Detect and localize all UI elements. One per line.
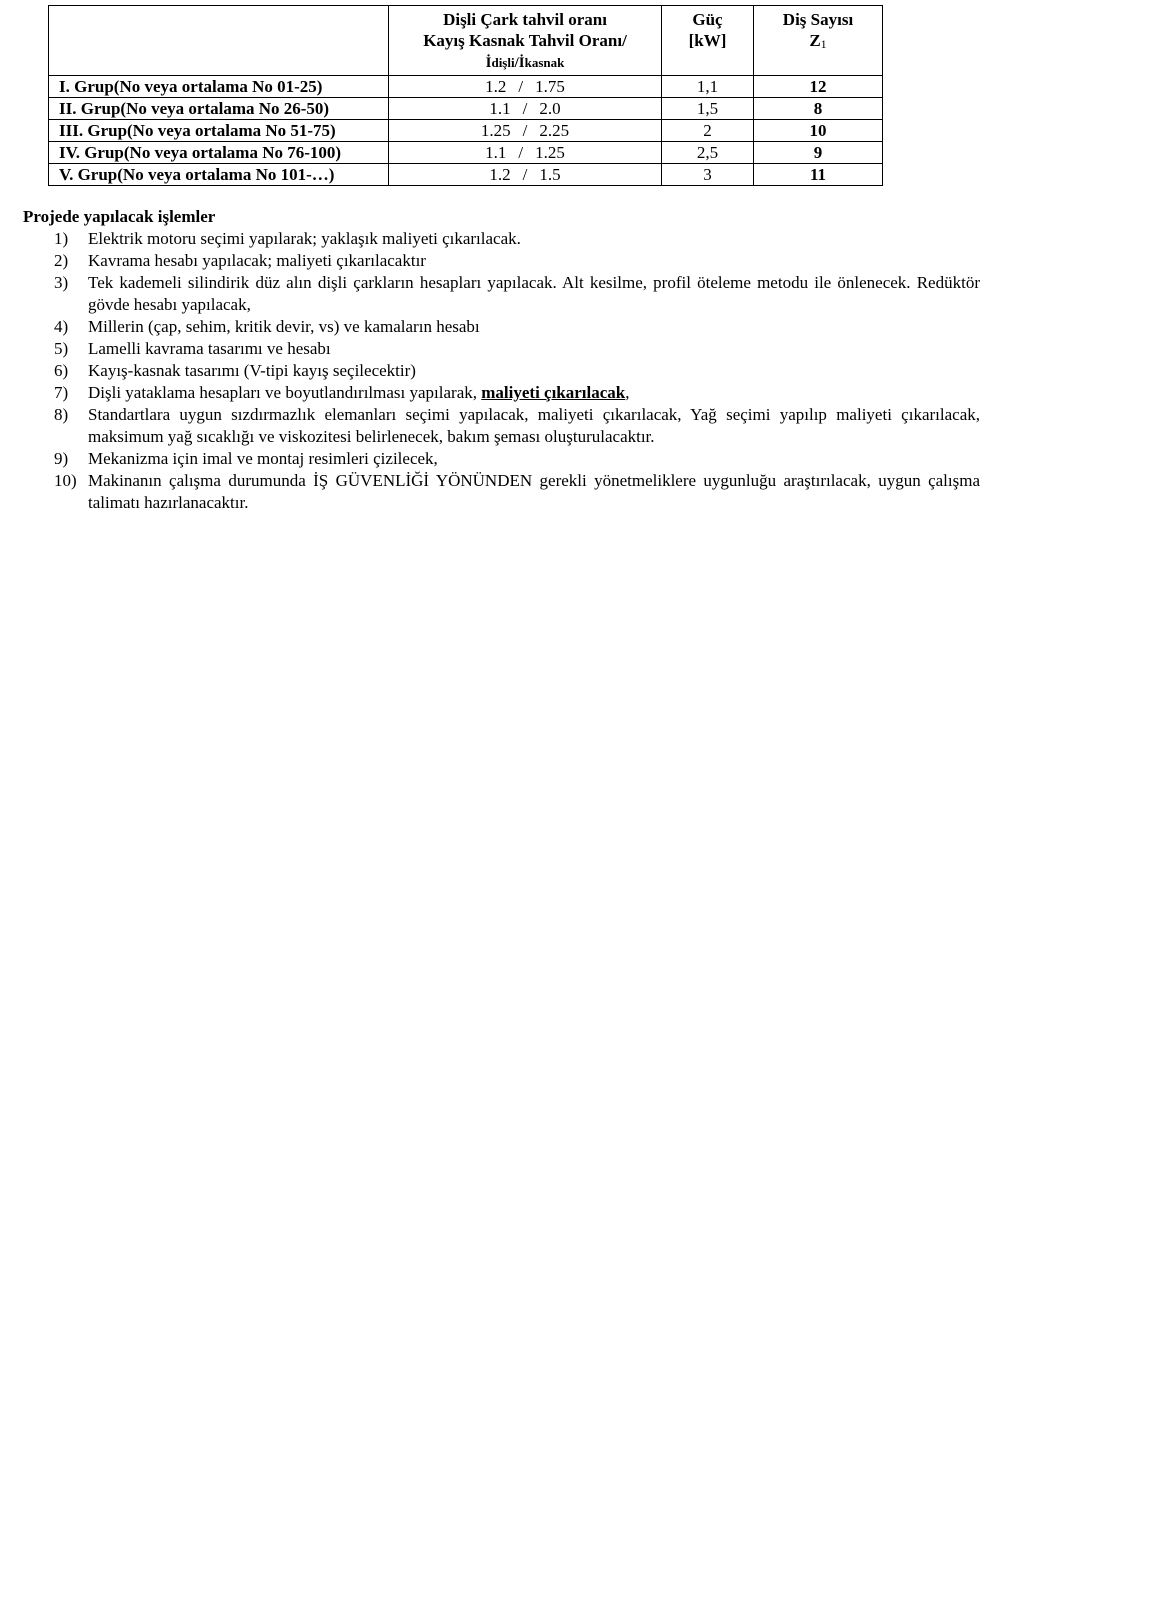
task-number: 6) — [54, 361, 69, 380]
ratio-cell — [389, 142, 662, 164]
header-teeth-line1: Diş Sayısı — [782, 10, 854, 29]
header-group-cell — [49, 6, 389, 76]
ratio-belt-value: 1.25 — [535, 143, 565, 162]
ratio-gear-value: 1.25 — [480, 121, 511, 140]
task-text: Makinanın çalışma durumunda İŞ GÜVENLİĞİ YÖNÜNDEN gerekli yönetmeliklere uygunluğu araştırılacak, uygun çalışma talimatı hazırlanacaktır. — [88, 471, 980, 512]
header-ratio-line2: Kayış Kasnak Tahvil Oranı/ — [423, 31, 627, 50]
list-item — [0, 360, 980, 382]
header-ratio-symbols — [389, 51, 661, 74]
task-text: Lamelli kavrama tasarımı ve hesabı — [88, 339, 331, 358]
ratio-gear-value: 1.2 — [489, 165, 511, 184]
task-number: 1) — [54, 229, 69, 248]
group-cell: III. Grup(No veya ortalama No 51-75) — [49, 120, 389, 142]
teeth-cell: 12 — [754, 76, 883, 98]
list-item — [0, 382, 980, 404]
task-number: 7) — [54, 383, 69, 402]
power-cell: 2,5 — [662, 142, 754, 164]
task-text: Tek kademeli silindirik düz alın dişli çarkların hesapları yapılacak. Alt kesilme, profil öteleme metodu ile önlenecek. Redüktör gövde hesabı yapılacak, — [88, 273, 980, 314]
task-text-emphasis: maliyeti çıkarılacak — [481, 383, 626, 402]
header-power-line1: Güç — [692, 10, 723, 29]
group-cell: II. Grup(No veya ortalama No 26-50) — [49, 98, 389, 120]
task-text-main: Dişli yataklama hesapları ve boyutlandırılması yapılarak, — [88, 383, 482, 402]
task-text: Kayış-kasnak tasarımı (V-tipi kayış seçilecektir) — [88, 361, 416, 380]
header-teeth-symbol-sub: 1 — [820, 37, 827, 51]
ratio-gear-value: 1.1 — [489, 99, 511, 118]
ratio-cell — [389, 164, 662, 186]
task-text: Standartlara uygun sızdırmazlık elemanları seçimi yapılacak, maliyeti çıkarılacak, Yağ seçimi yapılıp maliyeti çıkarılacak, maksimum yağ sıcaklığı ve viskozitesi belirlenecek, bakım şeması oluşturulacaktır. — [88, 405, 980, 446]
table-header-row — [49, 6, 883, 76]
ratio-cell — [389, 120, 662, 142]
power-cell: 1,1 — [662, 76, 754, 98]
ratio-symbol-belt: İ — [518, 55, 525, 71]
group-cell: V. Grup(No veya ortalama No 101-…) — [49, 164, 389, 186]
ratio-gear-value: 1.2 — [485, 77, 507, 96]
task-number: 4) — [54, 317, 69, 336]
ratio-gear-value: 1.1 — [485, 143, 507, 162]
ratio-symbol-belt-sub: kasnak — [524, 55, 565, 70]
task-text: Mekanizma için imal ve montaj resimleri çizilecek, — [88, 449, 438, 468]
task-text: Millerin (çap, sehim, kritik devir, vs) ve kamaların hesabı — [88, 317, 480, 336]
ratio-belt-value: 2.0 — [539, 99, 561, 118]
list-item — [0, 448, 980, 470]
ratio-separator: / — [522, 165, 528, 184]
ratio-symbol-gear: İ — [485, 55, 492, 71]
ratio-separator: / — [518, 77, 524, 96]
power-cell: 3 — [662, 164, 754, 186]
teeth-cell: 10 — [754, 120, 883, 142]
ratio-separator: / — [518, 143, 524, 162]
teeth-cell: 8 — [754, 98, 883, 120]
ratio-belt-value: 2.25 — [539, 121, 570, 140]
task-number: 9) — [54, 449, 69, 468]
ratio-symbol-gear-sub: dişli — [491, 55, 515, 70]
ratio-belt-value: 1.5 — [539, 165, 561, 184]
header-teeth-cell — [754, 6, 883, 76]
task-text: Elektrik motoru seçimi yapılarak; yaklaşık maliyeti çıkarılacak. — [88, 229, 521, 248]
task-text — [88, 383, 630, 402]
group-cell: I. Grup(No veya ortalama No 01-25) — [49, 76, 389, 98]
list-item — [0, 470, 980, 514]
header-power-cell — [662, 6, 754, 76]
ratio-symbol-sep: / — [514, 55, 519, 71]
group-spec-table — [48, 5, 883, 186]
task-number: 5) — [54, 339, 69, 358]
teeth-cell: 11 — [754, 164, 883, 186]
task-number: 3) — [54, 273, 69, 292]
list-item — [0, 228, 980, 250]
task-list — [0, 228, 980, 514]
power-cell: 2 — [662, 120, 754, 142]
ratio-cell — [389, 76, 662, 98]
ratio-separator: / — [522, 121, 528, 140]
list-item — [0, 316, 980, 338]
tasks-title: Projede yapılacak işlemler — [23, 207, 216, 226]
list-item — [0, 250, 980, 272]
teeth-cell: 9 — [754, 142, 883, 164]
ratio-belt-value: 1.75 — [535, 77, 565, 96]
table-row — [49, 164, 883, 186]
task-number: 2) — [54, 251, 69, 270]
task-text-tail: , — [625, 383, 630, 402]
power-cell: 1,5 — [662, 98, 754, 120]
task-text: Kavrama hesabı yapılacak; maliyeti çıkarılacaktır — [88, 251, 426, 270]
ratio-separator: / — [522, 99, 528, 118]
table-row — [49, 76, 883, 98]
header-ratio-line1: Dişli Çark tahvil oranı — [443, 10, 607, 29]
header-teeth-symbol: Z — [809, 31, 821, 50]
table-row — [49, 142, 883, 164]
table-row — [49, 120, 883, 142]
header-ratio-cell — [389, 6, 662, 76]
group-cell: IV. Grup(No veya ortalama No 76-100) — [49, 142, 389, 164]
ratio-cell — [389, 98, 662, 120]
list-item — [0, 338, 980, 360]
list-item — [0, 272, 980, 316]
task-number: 8) — [54, 405, 69, 424]
header-power-line2: [kW] — [688, 31, 727, 50]
header-teeth-line2 — [754, 30, 882, 55]
table-row — [49, 98, 883, 120]
task-number: 10) — [54, 471, 77, 490]
list-item — [0, 404, 980, 448]
